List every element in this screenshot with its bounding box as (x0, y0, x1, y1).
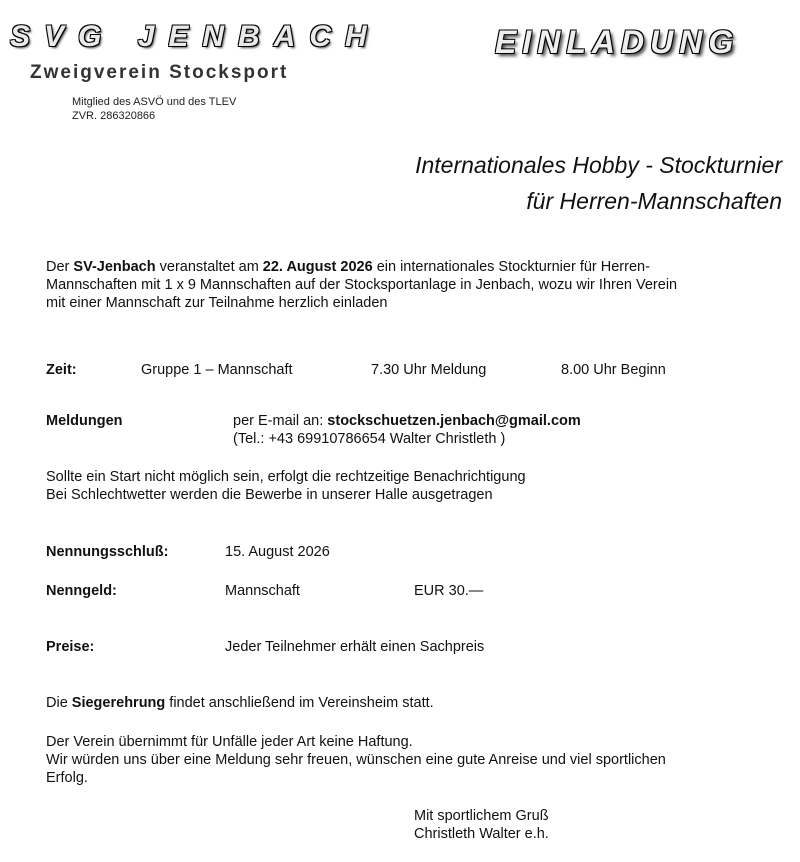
signature-name: Christleth Walter e.h. (414, 826, 549, 842)
notes-line-2: Bei Schlechtwetter werden die Bewerbe in unserer Halle ausgetragen (46, 487, 493, 503)
registration-email-line: per E-mail an: stockschuetzen.jenbach@gmail.com (233, 413, 581, 429)
notes-line-1: Sollte ein Start nicht möglich sein, erfolgt die rechtzeitige Benachrichtigung (46, 469, 526, 485)
deadline-value: 15. August 2026 (225, 544, 330, 560)
signature-greeting: Mit sportlichem Gruß (414, 808, 549, 824)
registration-label: Meldungen (46, 413, 123, 429)
intro-paragraph (46, 258, 766, 312)
closing-line-2: Wir würden uns über eine Meldung sehr freuen, wünschen eine gute Anreise und viel sportlichen (46, 752, 666, 768)
time-start: 8.00 Uhr Beginn (561, 362, 666, 378)
fee-label: Nenngeld: (46, 583, 117, 599)
invitation-heading: EINLADUNG (495, 24, 740, 60)
prizes-value: Jeder Teilnehmer erhält einen Sachpreis (225, 639, 485, 655)
ceremony-bold: Siegerehrung (71, 695, 166, 711)
registry-line: ZVR. 286320866 (72, 110, 156, 122)
membership-line: Mitglied des ASVÖ und des TLEV (72, 96, 237, 108)
deadline-label: Nennungsschluß: (46, 544, 169, 560)
registration-email: stockschuetzen.jenbach@gmail.com (327, 413, 581, 429)
club-name: SVG JENBACH (10, 20, 381, 53)
intro-line-2: Mannschaften mit 1 x 9 Mannschaften auf der Stocksportanlage in Jenbach, wozu wir Ihren Verein (46, 277, 678, 293)
closing-line-1: Der Verein übernimmt für Unfälle jeder Art keine Haftung. (46, 734, 413, 750)
closing-line-3: Erfolg. (46, 770, 88, 786)
title-line-1: Internationales Hobby - Stockturnier (415, 152, 782, 178)
event-date: 22. August 2026 (262, 259, 373, 275)
intro-line-1: Der SV-Jenbach veranstaltet am 22. August 2026 ein internationales Stockturnier für Herren- (46, 259, 650, 275)
title-line-2: für Herren-Mannschaften (526, 188, 782, 214)
fee-amount: EUR 30.— (414, 583, 484, 599)
club-subtitle: Zweigverein Stocksport (30, 62, 289, 83)
club-ref: SV-Jenbach (73, 259, 156, 275)
ceremony-line: Die Siegerehrung findet anschließend im Vereinsheim statt. (46, 695, 434, 711)
time-registration: 7.30 Uhr Meldung (371, 362, 487, 378)
intro-line-3: mit einer Mannschaft zur Teilnahme herzlich einladen (46, 295, 388, 311)
registration-phone: (Tel.: +43 69910786654 Walter Christleth ) (233, 431, 506, 447)
club-membership (72, 95, 236, 123)
prizes-label: Preise: (46, 639, 95, 655)
time-group: Gruppe 1 – Mannschaft (141, 362, 293, 378)
fee-team: Mannschaft (225, 583, 300, 599)
time-label: Zeit: (46, 362, 77, 378)
